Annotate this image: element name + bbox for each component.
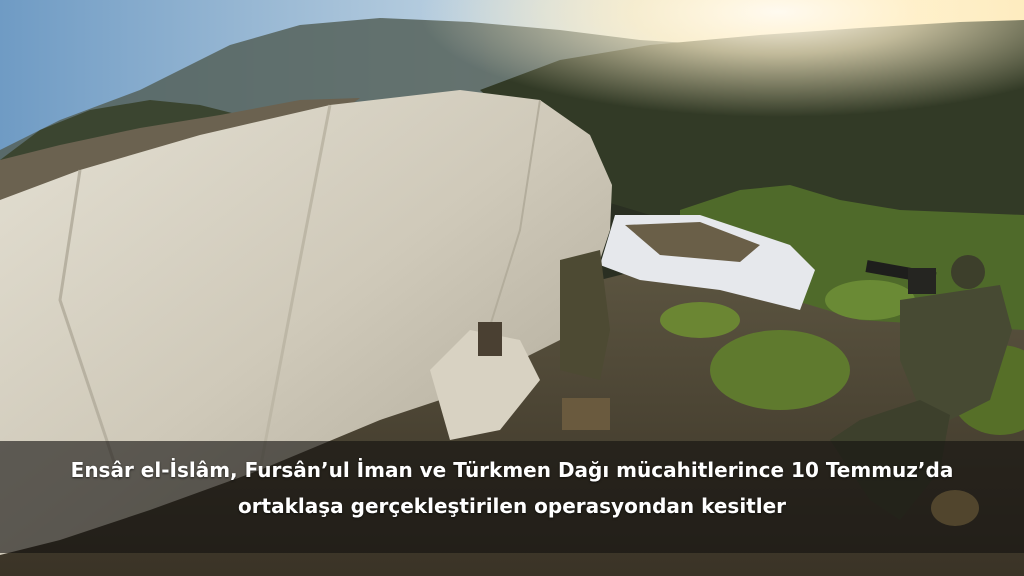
bush <box>660 302 740 338</box>
bush <box>710 330 850 410</box>
caption <box>0 452 1024 524</box>
tarp-strap <box>478 322 502 356</box>
rifle-stock <box>908 268 936 294</box>
caption-line-1: Ensâr el-İslâm, Fursân’ul İman ve Türkmen Dağı mücahitlerince 10 Temmuz’da <box>70 458 954 482</box>
ammo-box <box>562 398 610 430</box>
caption-line-2: ortaklaşa gerçekleştirilen operasyondan kesitler <box>237 494 787 518</box>
soldier-head <box>951 255 985 289</box>
